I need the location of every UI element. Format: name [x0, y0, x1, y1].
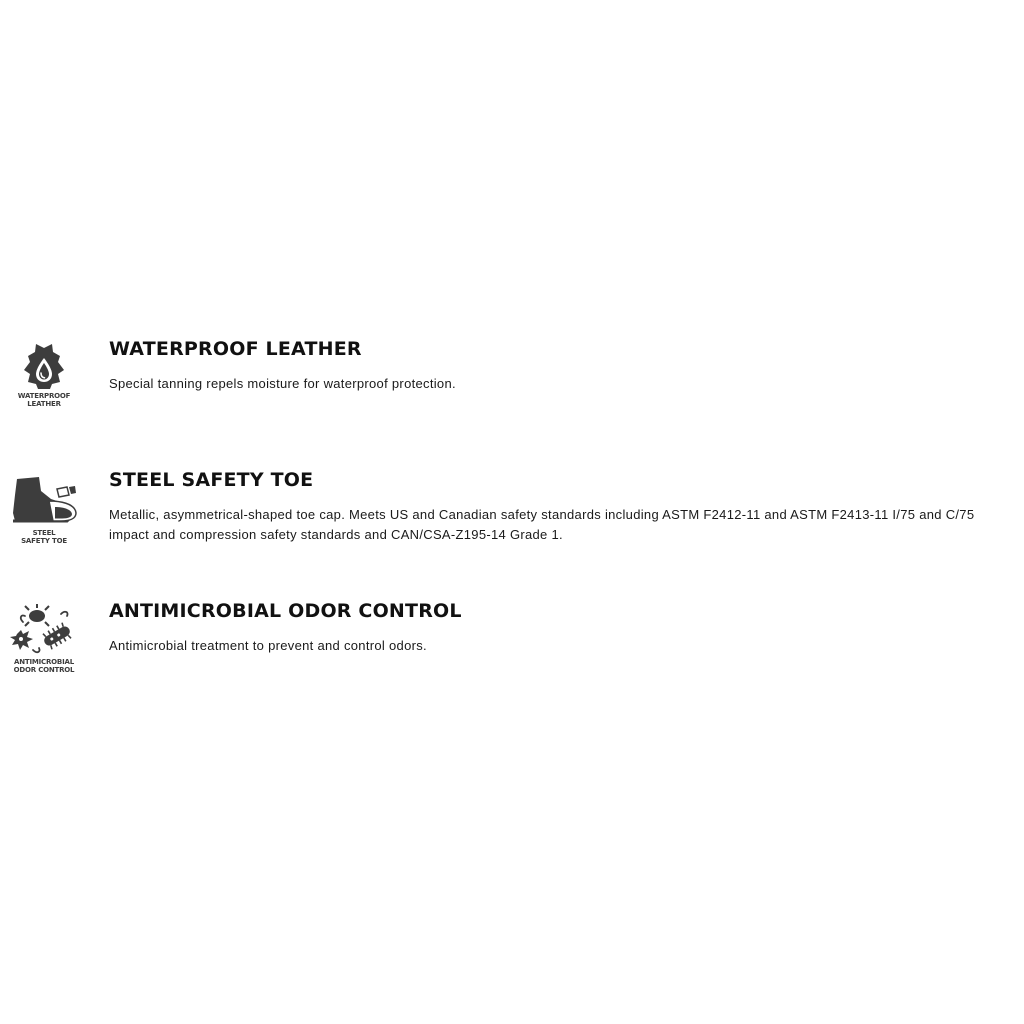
- antimicrobial-odor-control-badge: [6, 604, 82, 674]
- feature-description: Antimicrobial treatment to prevent and control odors.: [109, 638, 427, 653]
- antimicrobial-odor-control-icon: [9, 604, 79, 656]
- feature-description: Special tanning repels moisture for waterproof protection.: [109, 376, 456, 391]
- feature-title: STEEL SAFETY TOE: [109, 469, 314, 491]
- steel-safety-toe-icon: [9, 473, 79, 527]
- steel-safety-toe-text: [109, 467, 1009, 545]
- feature-title: ANTIMICROBIAL ODOR CONTROL: [109, 600, 462, 622]
- waterproof-leather-icon: [22, 342, 66, 390]
- antimicrobial-odor-control-text: [109, 598, 1009, 656]
- steel-safety-toe-badge-label: STEEL SAFETY TOE: [21, 529, 67, 545]
- steel-safety-toe-badge: [6, 473, 82, 545]
- waterproof-leather-badge: [6, 342, 82, 408]
- antimicrobial-odor-control-badge-label: ANTIMICROBIAL ODOR CONTROL: [13, 658, 75, 674]
- waterproof-leather-badge-label: WATERPROOF LEATHER: [17, 392, 71, 408]
- feature-description: Metallic, asymmetrical-shaped toe cap. Meets US and Canadian safety standards including ASTM F2412-11 and ASTM F2413-11 I/75 and C/75 impact and compression safety standards and CAN/CSA-Z195-14 Grade 1.: [109, 507, 975, 542]
- waterproof-leather-text: [109, 336, 1009, 394]
- feature-title: WATERPROOF LEATHER: [109, 338, 362, 360]
